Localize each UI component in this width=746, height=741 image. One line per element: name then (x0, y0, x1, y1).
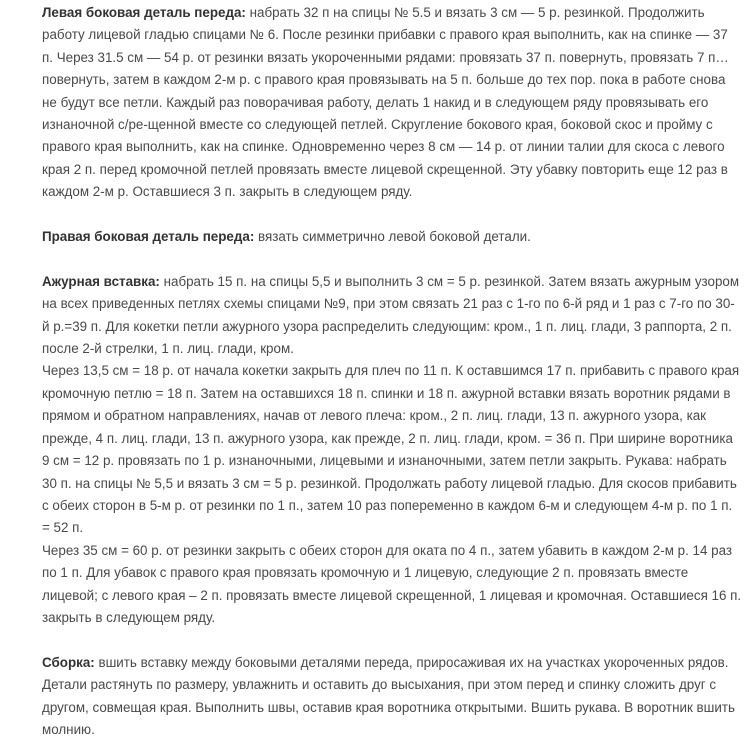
left-front-paragraph (42, 2, 742, 204)
paragraph-gap (42, 629, 742, 651)
assembly-paragraph (42, 652, 742, 741)
left-front-label: Левая боковая деталь переда: (42, 5, 246, 20)
assembly-text: вшить вставку между боковыми деталями переда, приросаживая их на участках укороченных рядов. Детали растянуть по размеру, увлажнить и оставить до высыхания, при этом перед и спинку сложить друг с другом, совмещая края. Выполнить швы, оставив края воротника открытыми. Вшить рукава. В воротник вшить молнию. (42, 654, 735, 737)
openwork-insert-label: Ажурная вставка: (42, 273, 160, 289)
assembly-label: Сборка: (42, 654, 95, 670)
right-front-label: Правая боковая деталь переда: (42, 229, 255, 245)
right-front-paragraph (42, 226, 742, 248)
paragraph-gap (42, 248, 742, 270)
openwork-insert-sleeve-paragraph: Через 35 см = 60 р. от резинки закрыть с обеих сторон для оката по 4 п., затем убавить в каждом 2-м р. 14 раз по 1 п. Для убавок с правого края провязать кромочную и 1 лицевую, следующие 2 п. провязать вместе лицевой; с левого края – 2 п. провязать вместе лицевой скрещенной, 1 лицевая и кромочная. Оставшиеся 16 п. закрыть в следующем ряду. (42, 542, 742, 625)
openwork-insert-paragraph (42, 271, 742, 361)
right-front-text: вязать симметрично левой боковой детали. (254, 229, 531, 245)
openwork-insert-text: набрать 15 п. на спицы 5,5 и выполнить 3 см = 5 р. резинкой. Затем вязать ажурным узором на всех приведенных петлях схемы спицами №9, при этом связать 21 раз с 1-го по 6-й ряд и 1 раз с 7-го по 30-й р.=39 п. Для кокетки петли ажурного узора распределить следующим: кром., 1 п. лиц. глади, 3 раппорта, 2 п. после 2-й стрелки, 1 п. лиц. глади, кром. (42, 273, 740, 357)
paragraph-gap (42, 204, 742, 226)
openwork-insert-collar-paragraph: Через 13,5 см = 18 р. от начала кокетки закрыть для плеч по 11 п. К оставшимся 17 п. прибавить с правого края кромочную петлю = 18 п. Затем на оставшихся 18 п. спинки и 18 п. ажурной вставки вязать воротник рядами в прямом и обратном направлениях, начав от левого плеча: кром., 2 п. лиц. глади, 13 п. ажурного узора, как прежде, 4 п. лиц. глади, 13 п. ажурного узора, как прежде, 2 п. лиц. глади, кром. = 36 п. При ширине воротника 9 см = 12 р. провязать по 1 р. изнаночными, лицевыми и изнаночными, затем петли закрыть. Рукава: набрать 30 п. на спицы № 5,5 и вязать 3 см = 5 р. резинкой. Продолжать работу лицевой гладью. Для скосов прибавить с обеих сторон в 5-м р. от резинки по 1 п., затем 10 раз попеременно в каждом 6-м и следующем 4-м р. по 1 п. = 52 п. (42, 363, 740, 536)
left-front-text: набрать 32 п на спицы № 5.5 и вязать 3 см — 5 р. резинкой. Продолжить работу лицевой гладью спицами № 6. После резинки прибавки с правого края выполнить, как на спинке — 37 п. Через 31.5 см — 54 р. от резинки вязать укороченными рядами: провязать 37 п. повернуть, провязать 7 п… повернуть, затем в каждом 2-м р. с правого края провязывать на 5 п. больше до тех пор. пока в работе снова не будут все петли. Каждый раз поворачивая работу, делать 1 накид и в следующем ряду провязывать его изнаночной с/ре-щенной вместе со следующей петлей. Скругление бокового края, боковой скос и пройму с правого края выполнить, как на спинке. Одновременно через 8 см — 14 р. от линии талии для скоса с левого края 2 п. перед кромочной петлей провязать вместе лицевой скрещенной. Эту убавку повторить еще 12 раз в каждом 2-м р. Оставшиеся 3 п. закрыть в следующем ряду. (42, 5, 729, 200)
